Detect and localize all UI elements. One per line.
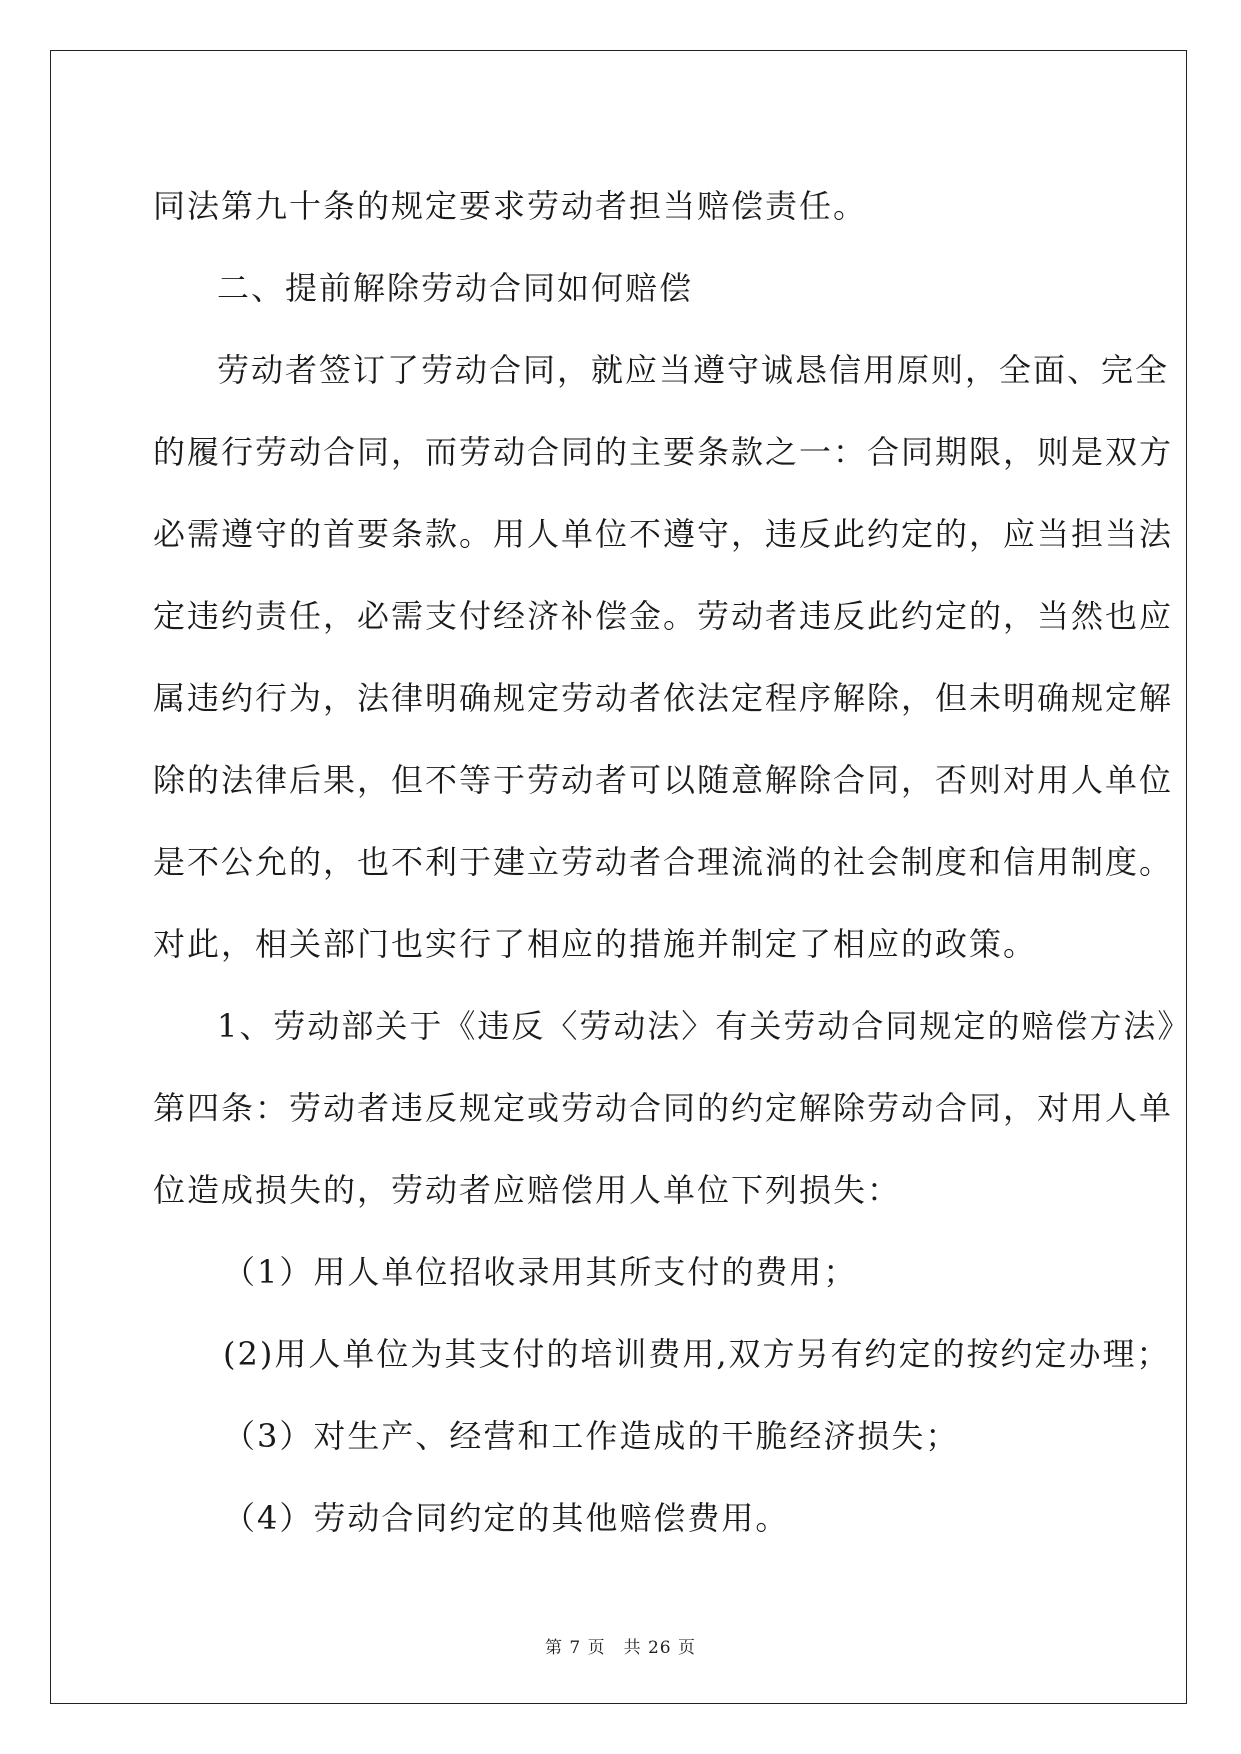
text-line: 必需遵守的首要条款。用人单位不遵守，违反此约定的，应当担当法 — [153, 515, 1174, 553]
text-line: 同法第九十条的规定要求劳动者担当赔偿责任。 — [153, 187, 868, 225]
text-line: 是不公允的，也不利于建立劳动者合理流淌的社会制度和信用制度。 — [153, 843, 1174, 881]
text-line: 1、劳动部关于《违反〈劳动法〉有关劳动合同规定的赔偿方法》 — [217, 1007, 1192, 1045]
text-line: 劳动者签订了劳动合同，就应当遵守诚恳信用原则，全面、完全 — [217, 351, 1170, 389]
text-line: 第四条：劳动者违反规定或劳动合同的约定解除劳动合同，对用人单 — [153, 1089, 1174, 1127]
text-line: 除的法律后果，但不等于劳动者可以随意解除合同，否则对用人单位 — [153, 761, 1174, 799]
section-heading: 二、提前解除劳动合同如何赔偿 — [217, 269, 694, 307]
list-item: (2)用人单位为其支付的培训费用,双方另有约定的按约定办理； — [223, 1335, 1171, 1373]
text-line: 定违约责任，必需支付经济补偿金。劳动者违反此约定的，当然也应 — [153, 597, 1174, 635]
text-line: 位造成损失的，劳动者应赔偿用人单位下列损失： — [153, 1171, 902, 1209]
page-number: 第 7 页 共 26 页 — [544, 1638, 697, 1658]
list-item: （1）用人单位招收录用其所支付的费用； — [223, 1253, 858, 1291]
text-line: 对此，相关部门也实行了相应的措施并制定了相应的政策。 — [153, 925, 1038, 963]
list-item: （4）劳动合同约定的其他赔偿费用。 — [223, 1499, 790, 1537]
text-line: 属违约行为，法律明确规定劳动者依法定程序解除，但未明确规定解 — [153, 679, 1174, 717]
text-line: 的履行劳动合同，而劳动合同的主要条款之一：合同期限，则是双方 — [153, 433, 1174, 471]
list-item: （3）对生产、经营和工作造成的干脆经济损失； — [223, 1417, 960, 1455]
document-body — [153, 165, 1192, 1559]
